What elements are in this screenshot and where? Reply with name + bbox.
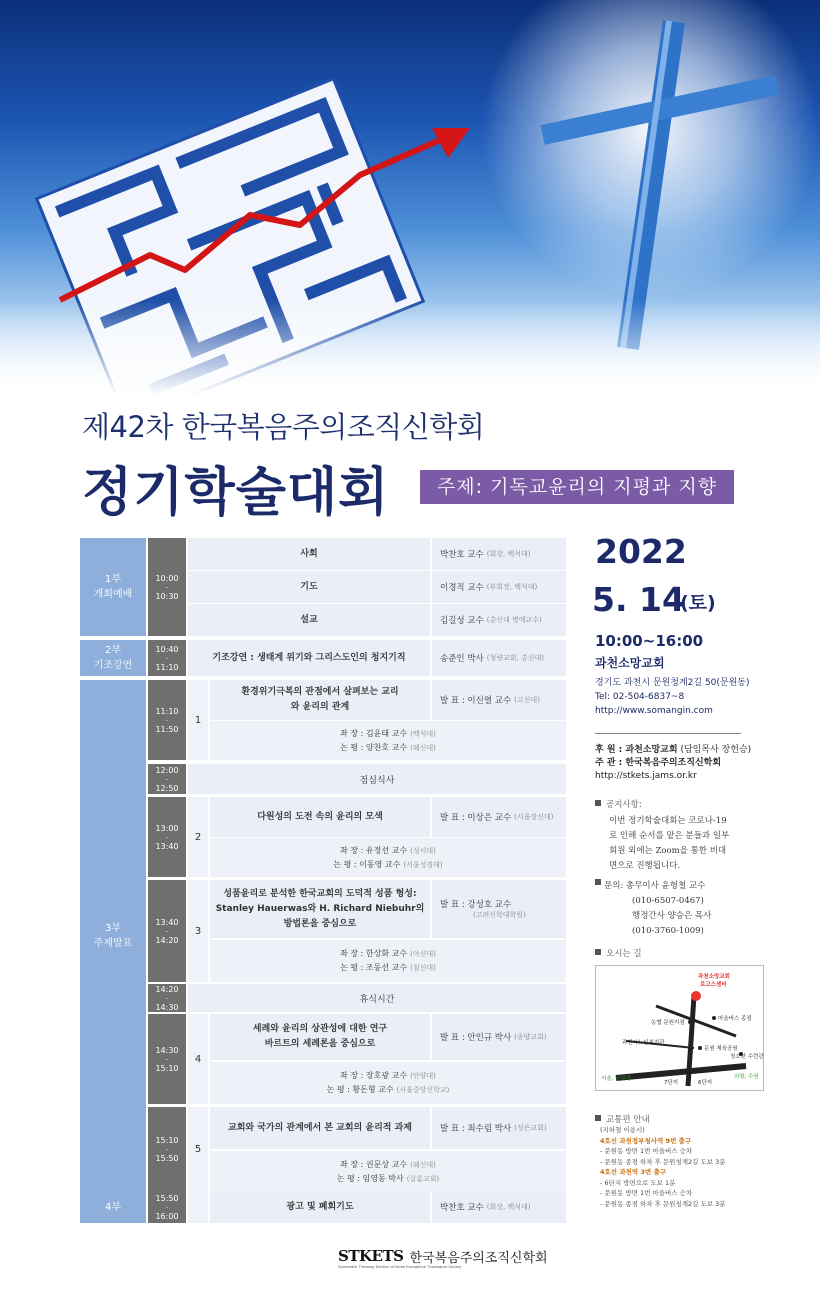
part1-time: 10:00 - 10:30 <box>148 538 186 636</box>
part1-label: 1부 개회예배 <box>80 538 146 636</box>
event-weekday: (토) <box>680 592 716 614</box>
conference-title: 정기학술대회 <box>82 463 390 523</box>
part2-label: 2부 기조강연 <box>80 640 146 676</box>
session5-time: 15:10 - 15:50 <box>148 1107 186 1192</box>
directions-heading: 오시는 길 <box>595 947 642 959</box>
session4-panel: 좌 장 : 장호광 교수 (안양대) 논 평 : 황돈형 교수 (서울중앙신학교) <box>210 1062 566 1104</box>
footer-tagline: Systematic Theology Division of Korea Evangelical Theological Society <box>338 1265 462 1269</box>
organizer-url[interactable]: http://stkets.jams.or.kr <box>595 771 697 781</box>
session2-presenter: 발 표 : 이상은 교수 (서울장신대) <box>432 797 566 837</box>
session3-panel: 좌 장 : 한상화 교수 (아신대) 논 평 : 조동선 교수 (침신대) <box>210 940 566 982</box>
session2-panel: 좌 장 : 유정선 교수 (성서대) 논 평 : 이동영 교수 (서울성경대) <box>210 838 566 877</box>
notice-heading: 공지사항: <box>595 798 642 810</box>
part2-person: 송준인 박사 (청량교회, 총신대) <box>432 640 566 676</box>
transport-heading: 교통편 안내 <box>595 1113 650 1125</box>
part2-program: 기조강연 : 생태계 위기와 그리스도인의 청지기직 <box>188 640 430 676</box>
stkets-logo: STKETS <box>338 1247 404 1265</box>
organizer: 주 관 : 한국복음주의조직신학회 <box>595 758 722 768</box>
session3-time: 13:40 - 14:20 <box>148 880 186 982</box>
session1-title: 환경위기극복의 관점에서 살펴보는 교리와 윤리의 관계 <box>210 680 430 720</box>
part4-program: 광고 및 폐회기도 <box>210 1191 430 1223</box>
transport-info: (지하철 이용시) 4호선 과천정부청사역 9번 출구 - 문원동 방면 1번 마을버스 승차 - 문원동 종점 하차 후 문원청계2길 도보 3분 4호선 과천역 3번 출구 - 6단지 방면으로 도보 1분 - 문원동 방면 1번 마을버스 승차 - 문원동 종점 하차 후 문원청계2길 도보 3분 <box>600 1126 726 1208</box>
bullet-icon <box>595 879 601 885</box>
session5-presenter: 발 표 : 최수림 박사 (성은교회) <box>432 1107 566 1149</box>
session2-time: 13:00 - 13:40 <box>148 797 186 877</box>
session5-panel: 좌 장 : 권문상 교수 (웨신대) 논 평 : 임영동 박사 (살롬교회) <box>210 1151 566 1192</box>
part1-person-2: 이경직 교수 (부회장, 백석대) <box>432 571 566 603</box>
hero-banner <box>0 0 820 395</box>
part2-time: 10:40 - 11:10 <box>148 640 186 676</box>
venue-tel: Tel: 02-504-6837~8 <box>595 692 685 702</box>
session1-presenter: 발 표 : 이신열 교수 (고신대) <box>432 680 566 720</box>
event-hours: 10:00~16:00 <box>595 632 704 650</box>
rest-label: 휴식시간 <box>188 984 566 1012</box>
sponsor: 후 원 : 과천소망교회 <box>595 745 678 755</box>
bullet-icon <box>595 949 601 955</box>
theme-banner: 주제: 기독교윤리의 지평과 지향 <box>420 470 734 504</box>
session1-number: 1 <box>188 680 208 760</box>
inquiry-info: 문의: 총무이사 윤형철 교수 (010-6507-0467) 행정간사 양승은 목사 (010-3760-1009) <box>604 881 712 936</box>
conference-subtitle: 제42차 한국복음주의조직신학회 <box>82 410 485 444</box>
divider <box>595 733 741 734</box>
part1-person-1: 박찬호 교수 (회장, 백석대) <box>432 538 566 570</box>
venue-address: 경기도 과천시 문원청계2길 50(문원동) <box>595 678 750 688</box>
session1-time: 11:10 - 11:50 <box>148 680 186 760</box>
bullet-icon <box>595 800 601 806</box>
session3-number: 3 <box>188 880 208 982</box>
session4-time: 14:30 - 15:10 <box>148 1014 186 1104</box>
session4-presenter: 발 표 : 안인규 박사 (송양교회) <box>432 1014 566 1060</box>
bullet-icon <box>595 1115 601 1121</box>
part4-label: 4부 <box>80 1191 146 1223</box>
session5-title: 교회와 국가의 관계에서 본 교회의 윤리적 과제 <box>210 1107 430 1149</box>
part1-person-3: 김길성 교수 (총신대 명예교수) <box>432 604 566 636</box>
venue-url[interactable]: http://www.somangin.com <box>595 706 713 716</box>
session4-title: 세례와 윤리의 상관성에 대한 연구 바르트의 세례론을 중심으로 <box>210 1014 430 1060</box>
part1-program-2: 기도 <box>188 571 430 603</box>
lunch-time: 12:00 - 12:50 <box>148 764 186 794</box>
session5-number: 5 <box>188 1107 208 1192</box>
venue-contact <box>595 676 750 718</box>
notice-body: 이번 정기학술대회는 코로나-19 로 인해 순서를 맡은 분들과 일부 회원 외에는 Zoom을 통한 비대 면으로 진행됩니다. <box>609 816 730 871</box>
rest-time: 14:20 - 14:30 <box>148 984 186 1012</box>
part3-label: 3부 주제발표 <box>80 680 146 1192</box>
lunch-label: 점심식사 <box>188 764 566 794</box>
part4-time: 15:50 - 16:00 <box>148 1191 186 1223</box>
footer-org-name: 한국복음주의조직신학회 <box>409 1250 548 1266</box>
sponsor-note: (담임목사 장헌승) <box>680 745 752 755</box>
footer-logo <box>338 1245 548 1267</box>
host-info <box>595 744 751 783</box>
session3-title: 성품윤리로 분석한 한국교회의 도덕적 성품 형성: Stanley Hauerwas와 H. Richard Niebuhr의 방법론을 중심으로 <box>210 880 430 938</box>
session3-presenter: 발 표 : 강성호 교수 (고려신학대학원) <box>432 880 566 938</box>
part1-program-3: 설교 <box>188 604 430 636</box>
location-map[interactable]: 과천소망교회 로고스센터 농협 문원지점 마을버스 종점 과천시노인복지관 문원 체육공원 청소년 수련관 서울, 남태령 7단지 6단지 의왕, 수원 <box>595 965 764 1091</box>
session1-panel: 좌 장 : 김윤태 교수 (백석대) 논 평 : 양찬호 교수 (웨신대) <box>210 721 566 760</box>
session2-number: 2 <box>188 797 208 877</box>
event-date: 5. 14 <box>592 580 685 619</box>
event-year: 2022 <box>595 532 687 571</box>
part1-program-1: 사회 <box>188 538 430 570</box>
session2-title: 다원성의 도전 속의 윤리의 모색 <box>210 797 430 837</box>
part4-person: 박찬호 교수 (회장, 백석대) <box>432 1191 566 1223</box>
event-venue: 과천소망교회 <box>595 656 665 670</box>
session4-number: 4 <box>188 1014 208 1104</box>
